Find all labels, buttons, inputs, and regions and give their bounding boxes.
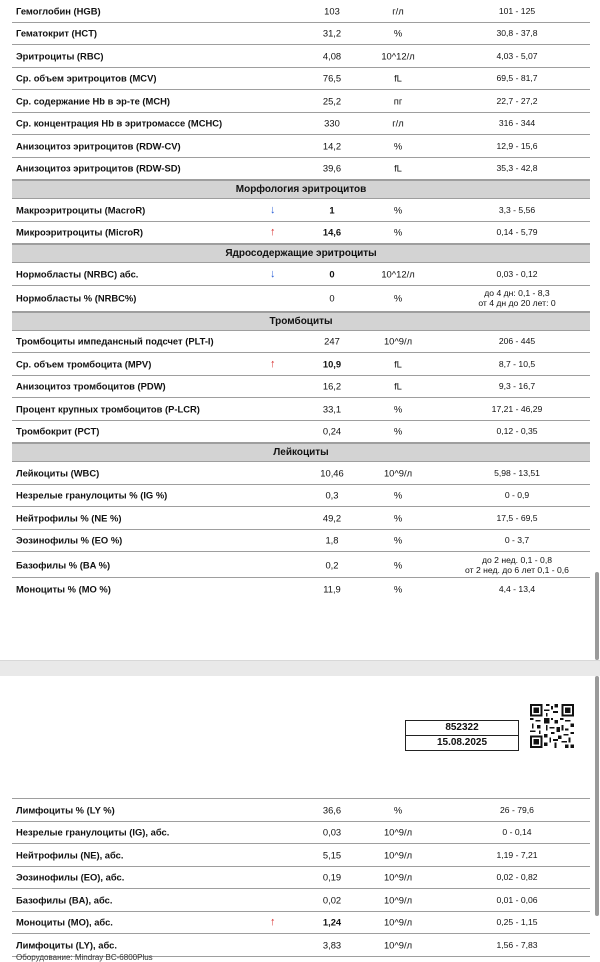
table-row: [12, 113, 590, 136]
test-name: Гемоглобин (HGB): [16, 5, 101, 17]
test-value: 0,19: [322, 871, 342, 883]
table-row: [12, 199, 590, 222]
test-reference: 17,21 - 46,29: [491, 403, 543, 414]
table-row: [12, 485, 590, 508]
scrollbar[interactable]: [595, 676, 599, 916]
arrow-up-icon: ↑: [270, 916, 276, 929]
test-unit: fL: [394, 358, 402, 370]
reference-line: до 2 нед. 0,1 - 0,8: [481, 554, 552, 565]
test-unit: %: [393, 27, 403, 39]
test-value: 4,08: [322, 50, 342, 62]
test-name: Ср. содержание Hb в эр-те (MCH): [16, 95, 171, 107]
table-row: [12, 578, 590, 600]
test-unit: 10^9/л: [383, 826, 413, 838]
test-reference: 35,3 - 42,8: [496, 163, 538, 174]
test-value: 1,24: [322, 916, 342, 928]
test-value: 10,9: [322, 358, 342, 370]
table-row: [12, 799, 590, 822]
test-value: 0,24: [322, 425, 342, 437]
table-row: [12, 331, 590, 354]
test-unit: 10^12/л: [381, 268, 415, 280]
test-value: 103: [324, 5, 340, 17]
section-header-platelets: Тромбоциты: [12, 312, 590, 331]
test-value: 25,2: [322, 95, 342, 107]
test-reference: 0 - 3,7: [504, 535, 530, 546]
test-reference: 0 - 0,14: [502, 827, 532, 838]
test-unit: 10^9/л: [383, 916, 413, 928]
test-unit: %: [393, 804, 403, 816]
table-row: [12, 822, 590, 845]
test-name: Ср. объем эритроцитов (MCV): [16, 72, 157, 84]
test-unit: %: [393, 204, 403, 216]
test-unit: %: [393, 534, 403, 546]
test-reference: 206 - 445: [498, 336, 536, 347]
test-reference: 5,98 - 13,51: [494, 467, 540, 478]
table-row: [12, 353, 590, 376]
test-value: 0,02: [322, 894, 342, 906]
test-reference: 30,8 - 37,8: [496, 28, 538, 39]
test-reference: 0,14 - 5,79: [496, 227, 538, 238]
test-reference: 12,9 - 15,6: [496, 140, 538, 151]
table-row: [12, 867, 590, 890]
test-unit: %: [393, 489, 403, 501]
test-name: Макроэритроциты (MacroR): [16, 204, 146, 216]
test-unit: г/л: [392, 5, 404, 17]
results-table-2: [12, 798, 590, 957]
table-row: [12, 912, 590, 935]
test-reference: 0,02 - 0,82: [496, 872, 538, 883]
test-reference: 17,5 - 69,5: [496, 512, 538, 523]
table-row: [12, 421, 590, 444]
test-reference: 69,5 - 81,7: [496, 73, 538, 84]
test-reference: 101 - 125: [498, 5, 536, 16]
section-header-leukocytes: Лейкоциты: [12, 443, 590, 462]
test-unit: %: [393, 512, 403, 524]
order-id-box: [405, 720, 519, 751]
test-unit: fL: [394, 72, 402, 84]
test-value: 5,15: [322, 849, 342, 861]
test-value: 1,8: [325, 534, 339, 546]
test-unit: 10^9/л: [383, 894, 413, 906]
table-row: [12, 286, 590, 312]
test-unit: 10^9/л: [383, 849, 413, 861]
test-value: 14,6: [322, 226, 342, 238]
arrow-down-icon: ↓: [270, 267, 276, 280]
test-unit: 10^9/л: [383, 335, 413, 347]
test-name: Анизоцитоз эритроцитов (RDW-CV): [16, 140, 181, 152]
order-number: 852322: [445, 722, 479, 733]
test-reference: 4,4 - 13,4: [498, 583, 536, 594]
test-value: 10,46: [320, 467, 344, 479]
test-unit: %: [393, 559, 403, 570]
test-value: 0,03: [322, 826, 342, 838]
test-value: 247: [324, 335, 340, 347]
test-unit: 10^12/л: [381, 50, 415, 62]
test-reference: 26 - 79,6: [500, 804, 534, 815]
test-unit: %: [393, 140, 403, 152]
test-name: Анизоцитоз эритроцитов (RDW-SD): [16, 162, 181, 174]
test-name: Нормобласты % (NRBC%): [16, 292, 137, 304]
test-unit: %: [393, 425, 403, 437]
table-row: [12, 68, 590, 91]
table-row: [12, 844, 590, 867]
test-value: 11,9: [323, 583, 341, 595]
test-name: Ср. концентрация Hb в эритромассе (MCHC): [16, 117, 223, 129]
table-row: [12, 135, 590, 158]
test-name: Эритроциты (RBC): [16, 50, 104, 62]
reference-line: до 4 дн: 0,1 - 8,3: [484, 288, 550, 298]
reference-line: от 2 нед. до 6 лет 0,1 - 0,6: [465, 564, 569, 575]
test-reference: 1,19 - 7,21: [496, 849, 538, 860]
test-value: 14,2: [322, 140, 342, 152]
test-name: Эозинофилы (EO), абс.: [16, 871, 125, 883]
table-row: [12, 45, 590, 68]
test-unit: пг: [393, 95, 403, 107]
test-name: Базофилы (BA), абс.: [16, 894, 113, 906]
test-reference: 3,3 - 5,56: [498, 204, 536, 215]
test-unit: 10^9/л: [383, 939, 413, 951]
qr-code-icon: [530, 704, 574, 748]
test-reference: 316 - 344: [498, 118, 536, 129]
table-row: [12, 507, 590, 530]
table-row: [12, 23, 590, 46]
test-name: Анизоцитоз тромбоцитов (PDW): [16, 380, 166, 392]
test-reference: 8,7 - 10,5: [498, 358, 536, 369]
table-row: [12, 263, 590, 286]
test-unit: 10^9/л: [383, 871, 413, 883]
test-name: Тромбоциты импедансный подсчет (PLT-I): [16, 335, 214, 347]
section-header-morphology: Морфология эритроцитов: [12, 180, 590, 199]
arrow-up-icon: ↑: [270, 357, 276, 370]
table-row: [12, 398, 590, 421]
scrollbar[interactable]: [595, 572, 599, 660]
test-name: Моноциты % (MO %): [16, 583, 111, 595]
reference-line: от 4 дн до 20 лет: 0: [478, 298, 556, 308]
test-unit: %: [393, 226, 403, 238]
test-name: Эозинофилы % (EO %): [16, 534, 123, 546]
test-unit: %: [393, 403, 403, 415]
table-row: [12, 90, 590, 113]
section-header-nrbc: Ядросодержащие эритроциты: [12, 244, 590, 263]
test-unit: 10^9/л: [383, 467, 413, 479]
test-value: 0,3: [325, 489, 339, 501]
arrow-down-icon: ↓: [270, 203, 276, 216]
test-name: Тромбокрит (PCT): [16, 425, 100, 437]
test-value: 39,6: [322, 162, 342, 174]
test-value: 49,2: [322, 512, 342, 524]
test-value: 33,1: [322, 403, 342, 415]
test-name: Базофилы % (BA %): [16, 559, 111, 570]
arrow-up-icon: ↑: [270, 226, 276, 239]
test-value: 76,5: [322, 72, 342, 84]
table-row: [12, 530, 590, 553]
table-row: [12, 462, 590, 485]
test-reference: 0,12 - 0,35: [496, 426, 538, 437]
test-reference: [442, 555, 592, 575]
test-reference: 0,03 - 0,12: [496, 268, 538, 279]
test-reference: [442, 288, 592, 308]
test-name: Процент крупных тромбоцитов (P-LCR): [16, 403, 200, 415]
test-reference: 4,03 - 5,07: [496, 50, 538, 61]
test-value: 3,83: [322, 939, 342, 951]
test-name: Нейтрофилы % (NE %): [16, 512, 122, 524]
test-value: 1: [329, 204, 335, 216]
report-page-2: [0, 676, 600, 961]
test-unit: %: [393, 583, 403, 595]
test-name: Лимфоциты (LY), абс.: [16, 939, 117, 951]
table-row: [12, 552, 590, 578]
test-name: Гематокрит (HCT): [16, 27, 98, 39]
table-row: [12, 889, 590, 912]
test-unit: г/л: [392, 117, 404, 129]
test-unit: fL: [394, 380, 402, 392]
table-row: [12, 376, 590, 399]
test-name: Нормобласты (NRBC) абс.: [16, 268, 139, 280]
test-value: 31,2: [322, 27, 342, 39]
test-name: Лейкоциты (WBC): [16, 467, 100, 479]
test-name: Ср. объем тромбоцита (MPV): [16, 358, 152, 370]
test-value: 36,6: [322, 804, 342, 816]
test-name: Незрелые гранулоциты (IG), абс.: [16, 826, 170, 838]
test-name: Незрелые гранулоциты % (IG %): [16, 489, 168, 501]
test-value: 0: [329, 292, 335, 304]
test-reference: 1,56 - 7,83: [496, 939, 538, 950]
table-row: [12, 222, 590, 245]
test-reference: 22,7 - 27,2: [496, 95, 538, 106]
test-reference: 0,25 - 1,15: [496, 917, 538, 928]
test-value: 16,2: [322, 380, 342, 392]
test-name: Лимфоциты % (LY %): [16, 804, 115, 816]
test-value: 0,2: [325, 559, 339, 570]
test-value: 330: [324, 117, 340, 129]
test-name: Нейтрофилы (NE), абс.: [16, 849, 124, 861]
test-name: Микроэритроциты (MicroR): [16, 226, 144, 238]
test-reference: 9,3 - 16,7: [498, 381, 536, 392]
order-date: 15.08.2025: [406, 735, 518, 750]
table-row: [12, 0, 590, 23]
table-row: [12, 158, 590, 181]
results-table-1: [12, 0, 590, 600]
test-value: 0: [329, 268, 335, 280]
test-unit: %: [393, 292, 403, 304]
equipment-footer: Оборудование: Mindray BC-6800Plus: [16, 953, 153, 962]
test-reference: 0,01 - 0,06: [496, 894, 538, 905]
test-name: Моноциты (MO), абс.: [16, 916, 113, 928]
test-reference: 0 - 0,9: [504, 490, 530, 501]
test-unit: fL: [394, 162, 402, 174]
